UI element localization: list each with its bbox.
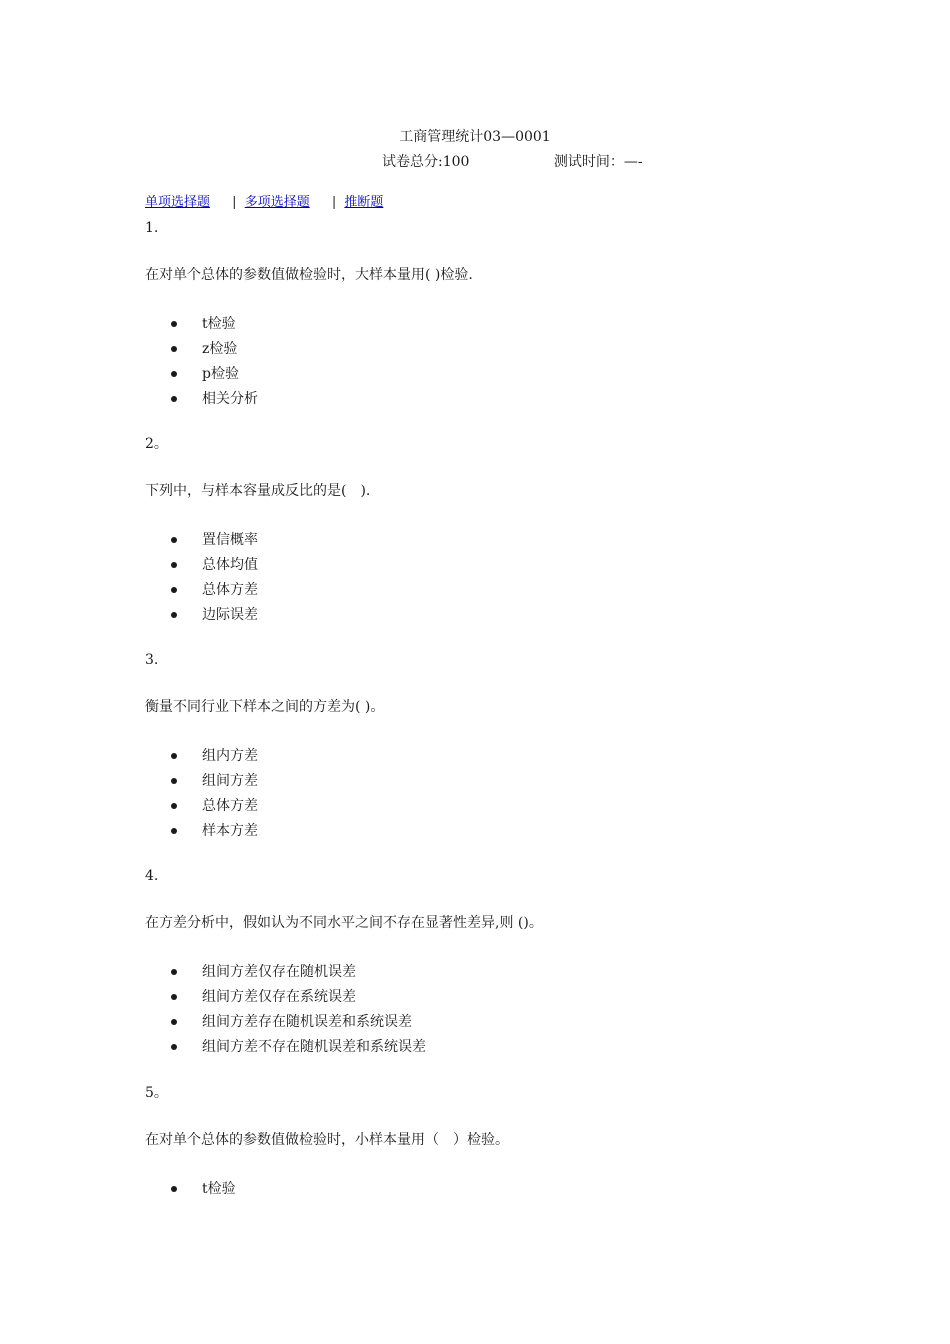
nav-judgement-link[interactable]: 推断题 <box>344 195 384 210</box>
option-label: 组间方差不存在随机误差和系统误差 <box>202 1039 426 1055</box>
option-item[interactable] <box>145 960 845 985</box>
bullet-icon <box>171 778 177 784</box>
option-item[interactable] <box>145 1010 845 1035</box>
bullet-icon <box>171 371 177 377</box>
option-list <box>145 528 845 628</box>
bullet-icon <box>171 562 177 568</box>
test-time: 测试时间：—- <box>553 154 643 170</box>
option-label: 边际误差 <box>202 607 258 623</box>
question-number: 3. <box>145 652 159 668</box>
option-label: 相关分析 <box>202 391 258 407</box>
question-text: 在对单个总体的参数值做检验时，小样本量用（ ）检验。 <box>145 1132 509 1148</box>
question-text: 衡量不同行业下样本之间的方差为( )。 <box>145 699 385 715</box>
option-label: 置信概率 <box>202 532 258 548</box>
bullet-icon <box>171 537 177 543</box>
option-list <box>145 1177 845 1202</box>
option-item[interactable] <box>145 312 845 337</box>
option-item[interactable] <box>145 1177 845 1202</box>
option-label: 组间方差 <box>202 773 258 789</box>
option-label: 组间方差仅存在随机误差 <box>202 964 356 980</box>
option-item[interactable] <box>145 744 845 769</box>
bullet-icon <box>171 346 177 352</box>
bullet-icon <box>171 1044 177 1050</box>
bullet-icon <box>171 612 177 618</box>
option-label: 总体方差 <box>202 582 258 598</box>
option-label: 样本方差 <box>202 823 258 839</box>
question-text: 下列中，与样本容量成反比的是( ). <box>145 483 371 499</box>
option-label: t检验 <box>202 316 236 332</box>
nav-single-choice-link[interactable]: 单项选择题 <box>145 195 211 210</box>
option-list <box>145 312 845 412</box>
bullet-icon <box>171 587 177 593</box>
question-4 <box>145 867 845 1060</box>
bullet-icon <box>171 753 177 759</box>
option-label: t检验 <box>202 1181 236 1197</box>
option-label: 组内方差 <box>202 748 258 764</box>
option-item[interactable] <box>145 985 845 1010</box>
question-3 <box>145 651 845 844</box>
option-label: 总体方差 <box>202 798 258 814</box>
question-number: 4. <box>145 868 159 884</box>
option-item[interactable] <box>145 362 845 387</box>
bullet-icon <box>171 1186 177 1192</box>
option-item[interactable] <box>145 553 845 578</box>
exam-meta <box>382 153 643 171</box>
question-number: 1. <box>145 220 159 236</box>
option-item[interactable] <box>145 578 845 603</box>
bullet-icon <box>171 969 177 975</box>
question-5 <box>145 1084 845 1202</box>
option-label: z检验 <box>202 341 238 357</box>
question-number: 5。 <box>145 1085 168 1101</box>
question-1 <box>145 219 845 412</box>
option-item[interactable] <box>145 1035 845 1060</box>
total-score: 试卷总分:100 <box>382 154 470 170</box>
question-text: 在对单个总体的参数值做检验时，大样本量用( )检验. <box>145 267 473 283</box>
bullet-icon <box>171 803 177 809</box>
option-item[interactable] <box>145 528 845 553</box>
option-label: 组间方差存在随机误差和系统误差 <box>202 1014 412 1030</box>
option-item[interactable] <box>145 337 845 362</box>
question-number: 2。 <box>145 436 168 452</box>
exam-title: 工商管理统计03—0001 <box>399 129 551 145</box>
option-item[interactable] <box>145 794 845 819</box>
bullet-icon <box>171 994 177 1000</box>
nav-separator: | <box>232 195 237 210</box>
bullet-icon <box>171 396 177 402</box>
option-item[interactable] <box>145 603 845 628</box>
option-item[interactable] <box>145 769 845 794</box>
option-label: 组间方差仅存在系统误差 <box>202 989 356 1005</box>
option-label: 总体均值 <box>202 557 258 573</box>
bullet-icon <box>171 321 177 327</box>
bullet-icon <box>171 1019 177 1025</box>
option-item[interactable] <box>145 819 845 844</box>
nav-separator: | <box>331 195 337 210</box>
section-nav <box>145 194 383 212</box>
option-list <box>145 744 845 844</box>
bullet-icon <box>171 828 177 834</box>
question-2 <box>145 435 845 628</box>
option-label: p检验 <box>202 366 239 382</box>
option-list <box>145 960 845 1060</box>
nav-multiple-choice-link[interactable]: 多项选择题 <box>244 195 310 210</box>
option-item[interactable] <box>145 387 845 412</box>
question-text: 在方差分析中，假如认为不同水平之间不存在显著性差异,则 ()。 <box>145 915 543 931</box>
